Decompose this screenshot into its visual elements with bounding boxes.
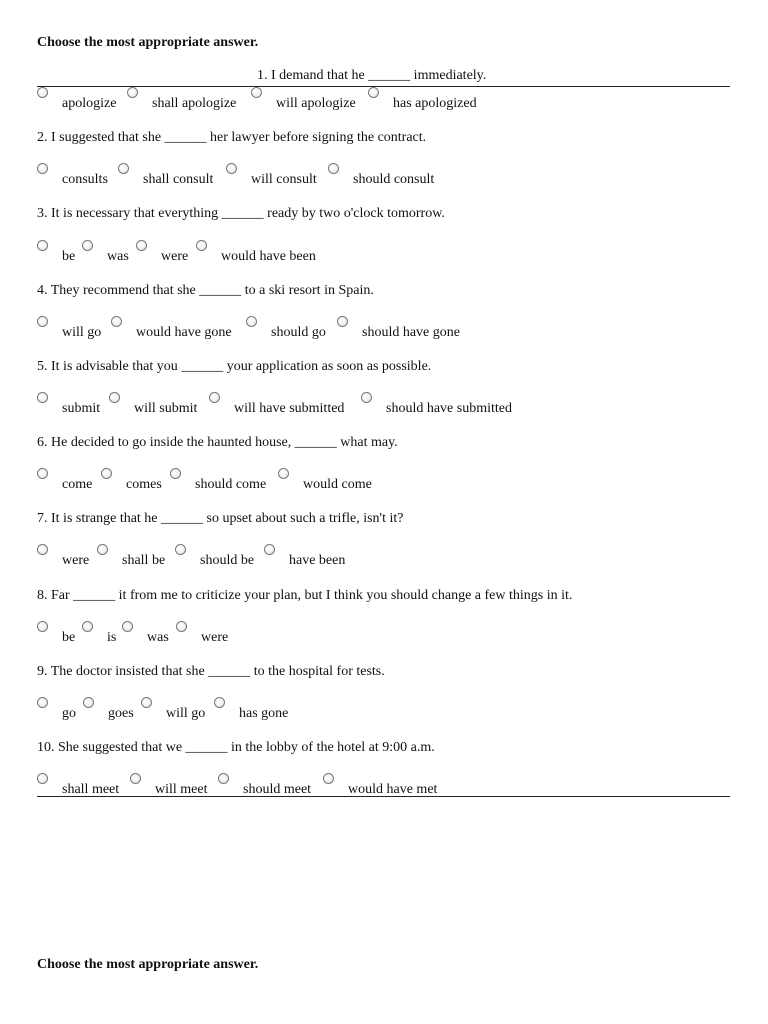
option-label: should come	[195, 477, 267, 492]
option-label: will go	[166, 706, 206, 721]
question-3-text: 3. It is necessary that everything ______ ready by two o'clock tomorrow.	[37, 206, 445, 221]
radio-button[interactable]	[37, 468, 48, 479]
option-label: has gone	[239, 706, 289, 721]
radio-button[interactable]	[368, 87, 379, 98]
radio-button[interactable]	[130, 773, 141, 784]
option-label: should have submitted	[386, 401, 512, 416]
radio-button[interactable]	[218, 773, 229, 784]
option-label: has apologized	[393, 96, 477, 111]
radio-button[interactable]	[361, 392, 372, 403]
option-label: shall be	[122, 553, 166, 568]
option-label: consults	[62, 172, 108, 187]
radio-button[interactable]	[37, 773, 48, 784]
option-label: shall meet	[62, 782, 120, 797]
radio-button[interactable]	[214, 697, 225, 708]
option-label: submit	[62, 401, 101, 416]
question-9-text: 9. The doctor insisted that she ______ to the hospital for tests.	[37, 664, 385, 679]
radio-button[interactable]	[82, 621, 93, 632]
question-4-text: 4. They recommend that she ______ to a ski resort in Spain.	[37, 283, 374, 298]
option-label: was	[147, 630, 169, 645]
option-label: were	[201, 630, 229, 645]
option-label: shall apologize	[152, 96, 237, 111]
option-label: go	[62, 706, 76, 721]
radio-button[interactable]	[37, 621, 48, 632]
option-label: will meet	[155, 782, 208, 797]
radio-button[interactable]	[122, 621, 133, 632]
option-label: is	[107, 630, 117, 645]
option-label: should consult	[353, 172, 435, 187]
option-label: be	[62, 630, 76, 645]
radio-button[interactable]	[176, 621, 187, 632]
option-label: would come	[303, 477, 372, 492]
option-label: be	[62, 249, 76, 264]
radio-button[interactable]	[118, 163, 129, 174]
option-label: was	[107, 249, 129, 264]
option-label: have been	[289, 553, 346, 568]
option-label: will have submitted	[234, 401, 345, 416]
radio-button[interactable]	[170, 468, 181, 479]
option-label: should have gone	[362, 325, 460, 340]
instructions-heading-next-page: Choose the most appropriate answer.	[37, 957, 259, 972]
question-7-text: 7. It is strange that he ______ so upset about such a trifle, isn't it?	[37, 511, 404, 526]
option-label: would have been	[221, 249, 316, 264]
radio-button[interactable]	[37, 240, 48, 251]
radio-button[interactable]	[278, 468, 289, 479]
option-label: will consult	[251, 172, 317, 187]
radio-button[interactable]	[82, 240, 93, 251]
option-label: should meet	[243, 782, 312, 797]
radio-button[interactable]	[111, 316, 122, 327]
question-6-text: 6. He decided to go inside the haunted house, ______ what may.	[37, 435, 398, 450]
option-label: will apologize	[276, 96, 356, 111]
radio-button[interactable]	[101, 468, 112, 479]
option-label: will submit	[134, 401, 198, 416]
radio-button[interactable]	[37, 163, 48, 174]
option-label: would have gone	[136, 325, 232, 340]
radio-button[interactable]	[141, 697, 152, 708]
instructions-heading: Choose the most appropriate answer.	[37, 35, 259, 50]
question-1-text: 1. I demand that he ______ immediately.	[257, 68, 487, 83]
question-5-text: 5. It is advisable that you ______ your application as soon as possible.	[37, 359, 432, 374]
radio-button[interactable]	[323, 773, 334, 784]
option-label: comes	[126, 477, 162, 492]
radio-button[interactable]	[37, 392, 48, 403]
question-8-text: 8. Far ______ it from me to criticize your plan, but I think you should change a few things in it.	[37, 588, 573, 603]
option-label: were	[161, 249, 189, 264]
radio-button[interactable]	[209, 392, 220, 403]
radio-button[interactable]	[337, 316, 348, 327]
option-label: apologize	[62, 96, 117, 111]
radio-button[interactable]	[175, 544, 186, 555]
radio-button[interactable]	[136, 240, 147, 251]
option-label: will go	[62, 325, 102, 340]
option-label: would have met	[348, 782, 438, 797]
radio-button[interactable]	[251, 87, 262, 98]
option-label: goes	[108, 706, 134, 721]
radio-button[interactable]	[246, 316, 257, 327]
radio-button[interactable]	[37, 87, 48, 98]
radio-button[interactable]	[264, 544, 275, 555]
radio-button[interactable]	[37, 316, 48, 327]
radio-button[interactable]	[97, 544, 108, 555]
radio-button[interactable]	[37, 697, 48, 708]
question-10-text: 10. She suggested that we ______ in the lobby of the hotel at 9:00 a.m.	[37, 740, 435, 755]
option-label: should be	[200, 553, 255, 568]
radio-button[interactable]	[37, 544, 48, 555]
radio-button[interactable]	[127, 87, 138, 98]
option-label: shall consult	[143, 172, 214, 187]
option-label: should go	[271, 325, 326, 340]
radio-button[interactable]	[196, 240, 207, 251]
radio-button[interactable]	[328, 163, 339, 174]
radio-button[interactable]	[83, 697, 94, 708]
question-2-text: 2. I suggested that she ______ her lawyer before signing the contract.	[37, 130, 427, 145]
radio-button[interactable]	[226, 163, 237, 174]
divider-top	[37, 86, 730, 87]
option-label: were	[62, 553, 90, 568]
option-label: come	[62, 477, 93, 492]
radio-button[interactable]	[109, 392, 120, 403]
